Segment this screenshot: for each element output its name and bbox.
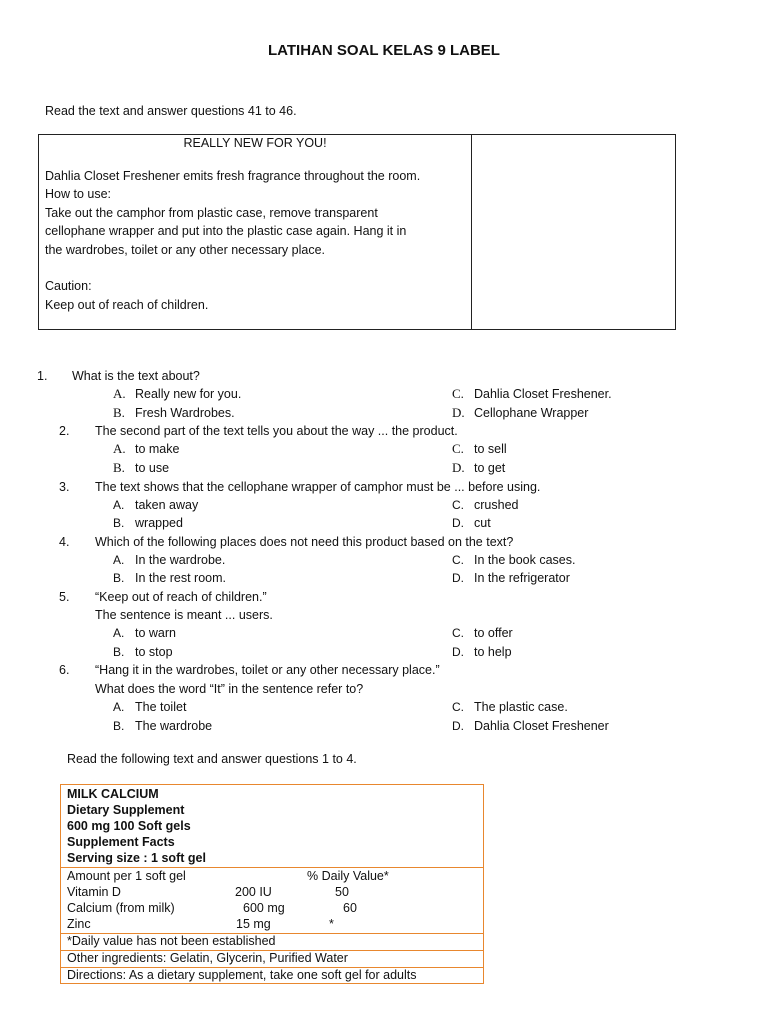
- option-text: to warn: [135, 626, 176, 640]
- directions: Directions: As a dietary supplement, take one soft gel for adults: [67, 968, 417, 982]
- nutrient-dv: *: [329, 917, 334, 931]
- option-letter: A.: [113, 498, 125, 512]
- option-text: Really new for you.: [135, 387, 242, 401]
- option-text: wrapped: [135, 516, 183, 530]
- question-number: 4.: [59, 535, 70, 549]
- question-text: What is the text about?: [72, 369, 200, 383]
- label-line: Caution:: [45, 279, 92, 293]
- option-letter: A.: [113, 626, 125, 640]
- nutrient-name: Zinc: [67, 917, 91, 931]
- option-letter: A.: [113, 553, 125, 567]
- option-letter: B.: [113, 571, 125, 585]
- option-text: In the refrigerator: [474, 571, 570, 585]
- option-letter: B.: [113, 405, 125, 420]
- option-letter: C.: [452, 626, 464, 640]
- option-letter: D.: [452, 405, 465, 420]
- label-line: Keep out of reach of children.: [45, 298, 209, 312]
- product-name: MILK CALCIUM: [67, 787, 159, 801]
- question-number: 1.: [37, 369, 48, 383]
- question-number: 2.: [59, 424, 70, 438]
- question-number: 3.: [59, 480, 70, 494]
- option-text: to stop: [135, 645, 173, 659]
- amount-label: Amount per 1 soft gel: [67, 869, 186, 883]
- option-text: In the rest room.: [135, 571, 227, 585]
- nutrient-dv: 50: [335, 885, 349, 899]
- option-letter: C.: [452, 553, 464, 567]
- option-text: to get: [474, 461, 506, 475]
- nutrient-amount: 200 IU: [235, 885, 272, 899]
- option-text: Fresh Wardrobes.: [135, 406, 235, 420]
- option-text: to offer: [474, 626, 513, 640]
- question-text: “Keep out of reach of children.”: [95, 590, 267, 604]
- supplement-label-box: [60, 784, 484, 984]
- question-text: “Hang it in the wardrobes, toilet or any other necessary place.”: [95, 663, 440, 677]
- option-letter: B.: [113, 516, 125, 530]
- question-text: The text shows that the cellophane wrapper of camphor must be ... before using.: [95, 480, 541, 494]
- option-letter: C.: [452, 441, 464, 456]
- option-text: cut: [474, 516, 491, 530]
- question-text: What does the word “It” in the sentence refer to?: [95, 682, 364, 696]
- option-letter: A.: [113, 700, 125, 714]
- instruction-1: Read the text and answer questions 41 to 46.: [45, 104, 297, 118]
- facts-heading: Supplement Facts: [67, 835, 175, 849]
- option-text: In the wardrobe.: [135, 553, 226, 567]
- option-letter: B.: [113, 719, 125, 733]
- daily-value-label: % Daily Value*: [307, 869, 389, 883]
- option-text: to sell: [474, 442, 507, 456]
- option-letter: D.: [452, 460, 465, 475]
- option-text: to make: [135, 442, 180, 456]
- product-size: 600 mg 100 Soft gels: [67, 819, 191, 833]
- nutrient-amount: 600 mg: [243, 901, 285, 915]
- option-text: The toilet: [135, 700, 187, 714]
- nutrient-amount: 15 mg: [236, 917, 271, 931]
- option-letter: D.: [452, 645, 464, 659]
- nutrient-name: Calcium (from milk): [67, 901, 175, 915]
- label-line: Take out the camphor from plastic case, remove transparent: [45, 206, 378, 220]
- label-line: How to use:: [45, 187, 112, 201]
- row-divider: [61, 867, 483, 868]
- question-number: 5.: [59, 590, 70, 604]
- serving-size: Serving size : 1 soft gel: [67, 851, 206, 865]
- option-text: In the book cases.: [474, 553, 576, 567]
- instruction-2: Read the following text and answer questions 1 to 4.: [67, 752, 357, 766]
- option-letter: B.: [113, 645, 125, 659]
- other-ingredients: Other ingredients: Gelatin, Glycerin, Purified Water: [67, 951, 348, 965]
- option-letter: C.: [452, 386, 464, 401]
- option-text: taken away: [135, 498, 199, 512]
- question-text: The sentence is meant ... users.: [95, 608, 273, 622]
- label-line: the wardrobes, toilet or any other necessary place.: [45, 243, 326, 257]
- label-line: cellophane wrapper and put into the plastic case again. Hang it in: [45, 224, 407, 238]
- option-text: The plastic case.: [474, 700, 568, 714]
- option-letter: D.: [452, 571, 464, 585]
- product-type: Dietary Supplement: [67, 803, 185, 817]
- option-letter: A.: [113, 386, 126, 401]
- question-text: The second part of the text tells you about the way ... the product.: [95, 424, 458, 438]
- label-text-box: [38, 134, 676, 330]
- option-letter: C.: [452, 498, 464, 512]
- page-title: LATIHAN SOAL KELAS 9 LABEL: [268, 42, 500, 59]
- option-letter: B.: [113, 460, 125, 475]
- option-text: to use: [135, 461, 170, 475]
- option-text: to help: [474, 645, 512, 659]
- option-letter: D.: [452, 719, 464, 733]
- option-text: Dahlia Closet Freshener: [474, 719, 609, 733]
- option-text: The wardrobe: [135, 719, 213, 733]
- question-text: Which of the following places does not need this product based on the text?: [95, 535, 514, 549]
- box-divider: [471, 135, 472, 329]
- label-line: Dahlia Closet Freshener emits fresh fragrance throughout the room.: [45, 169, 421, 183]
- label-heading: REALLY NEW FOR YOU!: [183, 136, 327, 150]
- question-number: 6.: [59, 663, 70, 677]
- daily-value-note: *Daily value has not been established: [67, 934, 276, 948]
- option-text: Cellophane Wrapper: [474, 406, 589, 420]
- option-text: Dahlia Closet Freshener.: [474, 387, 612, 401]
- option-letter: C.: [452, 700, 464, 714]
- nutrient-dv: 60: [343, 901, 357, 915]
- option-text: crushed: [474, 498, 519, 512]
- option-letter: A.: [113, 441, 126, 456]
- option-letter: D.: [452, 516, 464, 530]
- nutrient-name: Vitamin D: [67, 885, 121, 899]
